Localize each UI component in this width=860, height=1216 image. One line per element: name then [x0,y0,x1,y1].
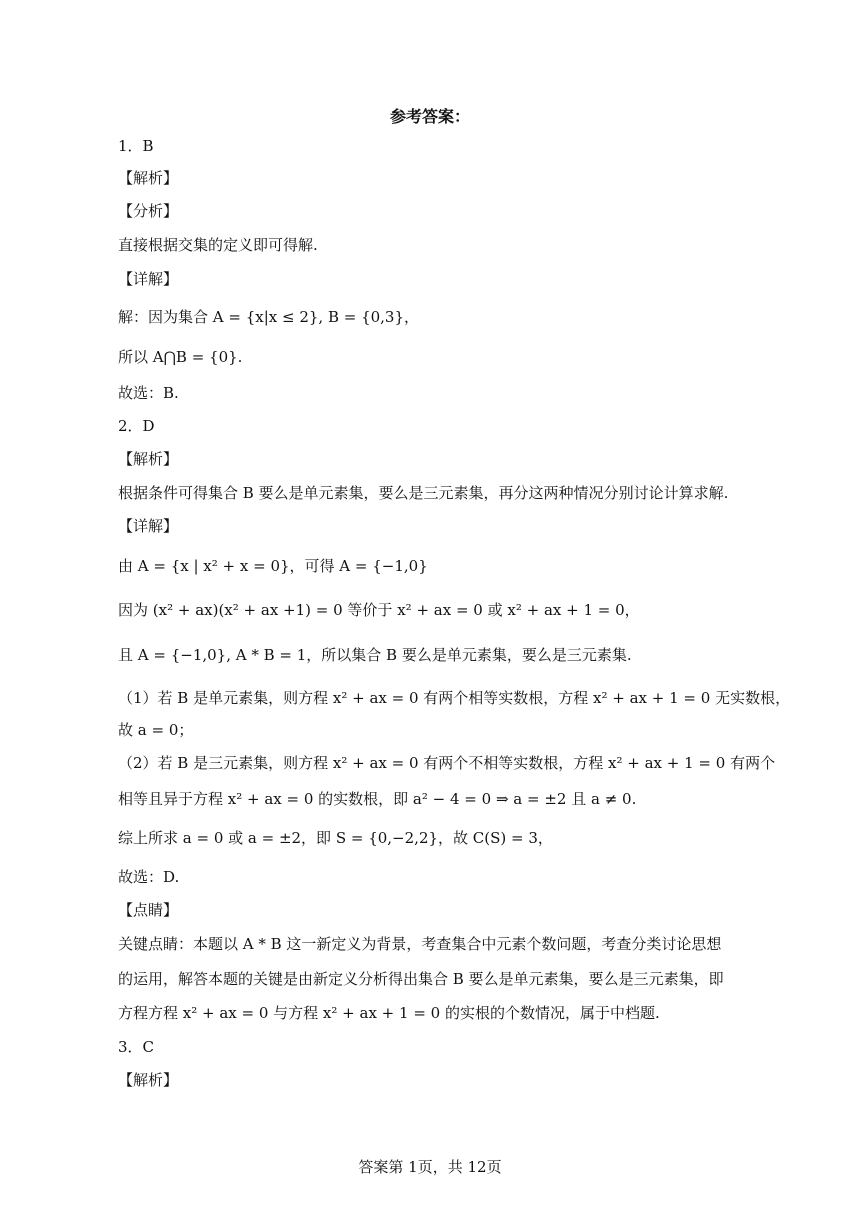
page-title: 参考答案： [389,107,470,126]
text-line: 故 a = 0； [118,721,194,739]
text-line: 相等且异于方程 x² + ax = 0 的实数根，即 a² − 4 = 0 ⇒ a = ±2 且 a ≠ 0. [118,790,637,808]
section-heading: 【分析】 [118,202,179,220]
text-line: 且 A = {−1,0}, A * B = 1，所以集合 B 要么是单元素集，要么是三元素集. [118,646,632,664]
text-line: 直接根据交集的定义即可得解. [118,236,318,254]
section-heading: 【详解】 [118,270,179,288]
text-line: 综上所求 a = 0 或 a = ±2，即 S = {0,−2,2}，故 C(S) = 3， [118,829,553,847]
answer-number: 1．B [118,137,154,155]
text-line: 故选：B. [118,384,179,402]
text-line: 故选：D. [118,868,180,886]
text-line: 的运用，解答本题的关键是由新定义分析得出集合 B 要么是单元素集，要么是三元素集，即 [118,970,724,988]
text-line: 由 A = {x | x² + x = 0}，可得 A = {−1,0} [118,557,428,575]
text-line: （1）若 B 是单元素集，则方程 x² + ax = 0 有两个相等实数根，方程 x² + ax + 1 = 0 无实数根， [118,689,791,707]
text-line: 方程方程 x² + ax = 0 与方程 x² + ax + 1 = 0 的实根的个数情况，属于中档题. [118,1004,660,1022]
answer-number: 3．C [118,1038,155,1056]
text-line: 关键点睛：本题以 A * B 这一新定义为背景，考查集合中元素个数问题，考查分类讨论思想 [118,935,722,953]
section-heading: 【详解】 [118,517,179,535]
page-footer: 答案第 1页，共 12页 [358,1158,502,1176]
text-line: 解：因为集合 A = {x|x ≤ 2}, B = {0,3}， [118,308,420,326]
text-line: 因为 (x² + ax)(x² + ax +1) = 0 等价于 x² + ax = 0 或 x² + ax + 1 = 0， [118,601,640,619]
section-heading: 【解析】 [118,169,179,187]
text-line: （2）若 B 是三元素集，则方程 x² + ax = 0 有两个不相等实数根，方程 x² + ax + 1 = 0 有两个 [118,754,776,772]
section-heading: 【解析】 [118,450,179,468]
text-line: 根据条件可得集合 B 要么是单元素集，要么是三元素集，再分这两种情况分别讨论计算求解. [118,484,729,502]
answer-number: 2．D [118,417,155,435]
section-heading: 【点睛】 [118,901,179,919]
text-line: 所以 A⋂B = {0}. [118,348,243,366]
section-heading: 【解析】 [118,1071,179,1089]
